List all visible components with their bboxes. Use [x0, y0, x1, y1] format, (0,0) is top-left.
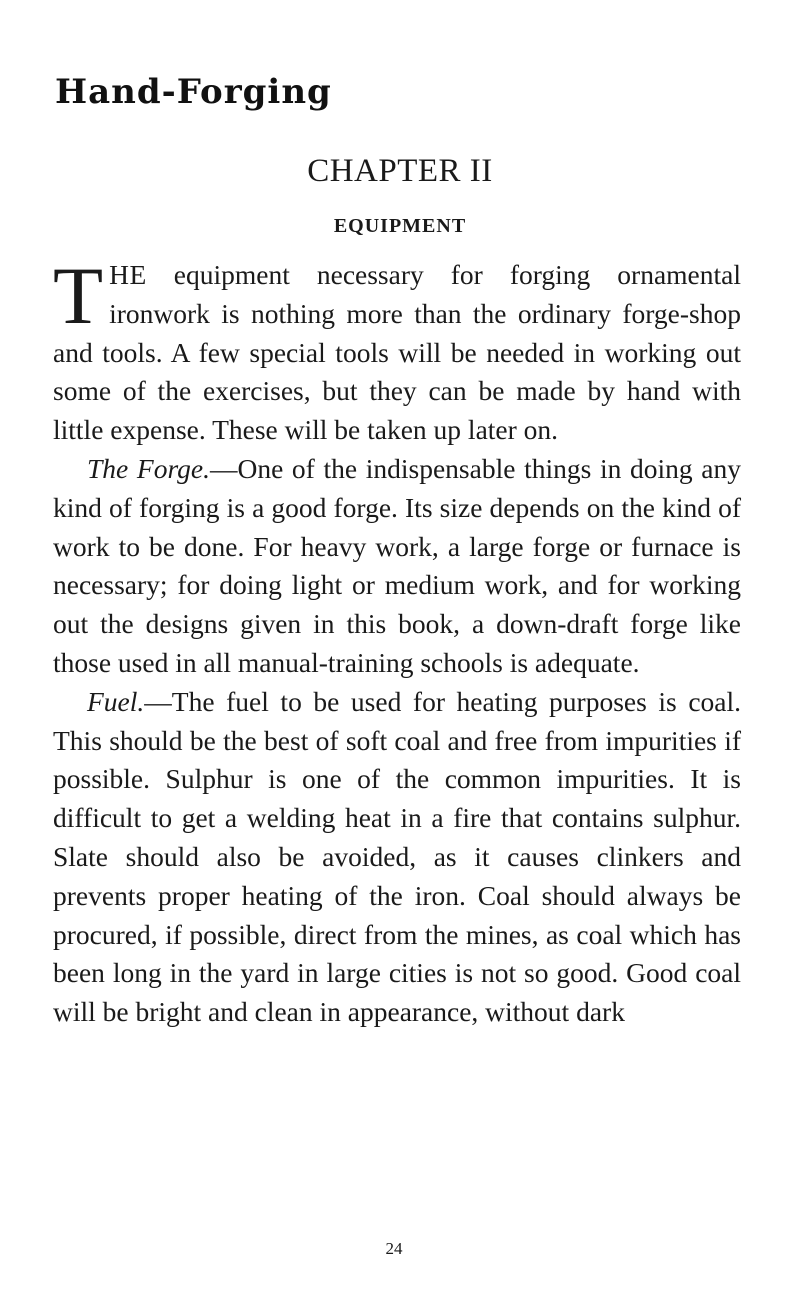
- run-in-heading: Fuel.: [87, 685, 145, 717]
- lead-caps: HE: [109, 259, 147, 290]
- chapter-title: CHAPTER II: [307, 153, 493, 189]
- paragraph-forge: [53, 450, 741, 683]
- page-number: 24: [385, 1239, 403, 1258]
- paragraph-text: equipment necessary for forging ornamental ironwork is nothing more than the ordinary forge-shop and tools. A few special tools will be needed in working out some of the exercises, but they can be made by hand with little expense. These will be taken up later on.: [53, 259, 741, 446]
- running-head: Hand-Forging: [55, 72, 332, 112]
- drop-cap: T: [53, 250, 104, 341]
- section-title: EQUIPMENT: [333, 215, 467, 237]
- paragraph-fuel: [53, 683, 741, 1032]
- paragraph-text: —One of the indispensable things in doing any kind of forging is a good forge. Its size depends on the kind of work to be done. For heavy work, a large forge or furnace is necessary; for doing light or medium work, and for working out the designs given in this book, a down-draft forge like those used in all manual-training schools is adequate.: [53, 452, 742, 678]
- body-text: [53, 250, 742, 1032]
- run-in-heading: The Forge.: [87, 452, 210, 484]
- paragraph-intro: [53, 250, 741, 450]
- paragraph-text: —The fuel to be used for heating purposes is coal. This should be the best of soft coal and free from impurities if possible. Sulphur is one of the common impurities. It is difficult to get a welding heat in a fire that contains sulphur. Slate should also be avoided, as it causes clinkers and prevents proper heating of the iron. Coal should always be procured, if possible, direct from the mines, as coal which has been long in the yard in large cities is not so good. Good coal will be bright and clean in appearance, without dark: [53, 685, 741, 1028]
